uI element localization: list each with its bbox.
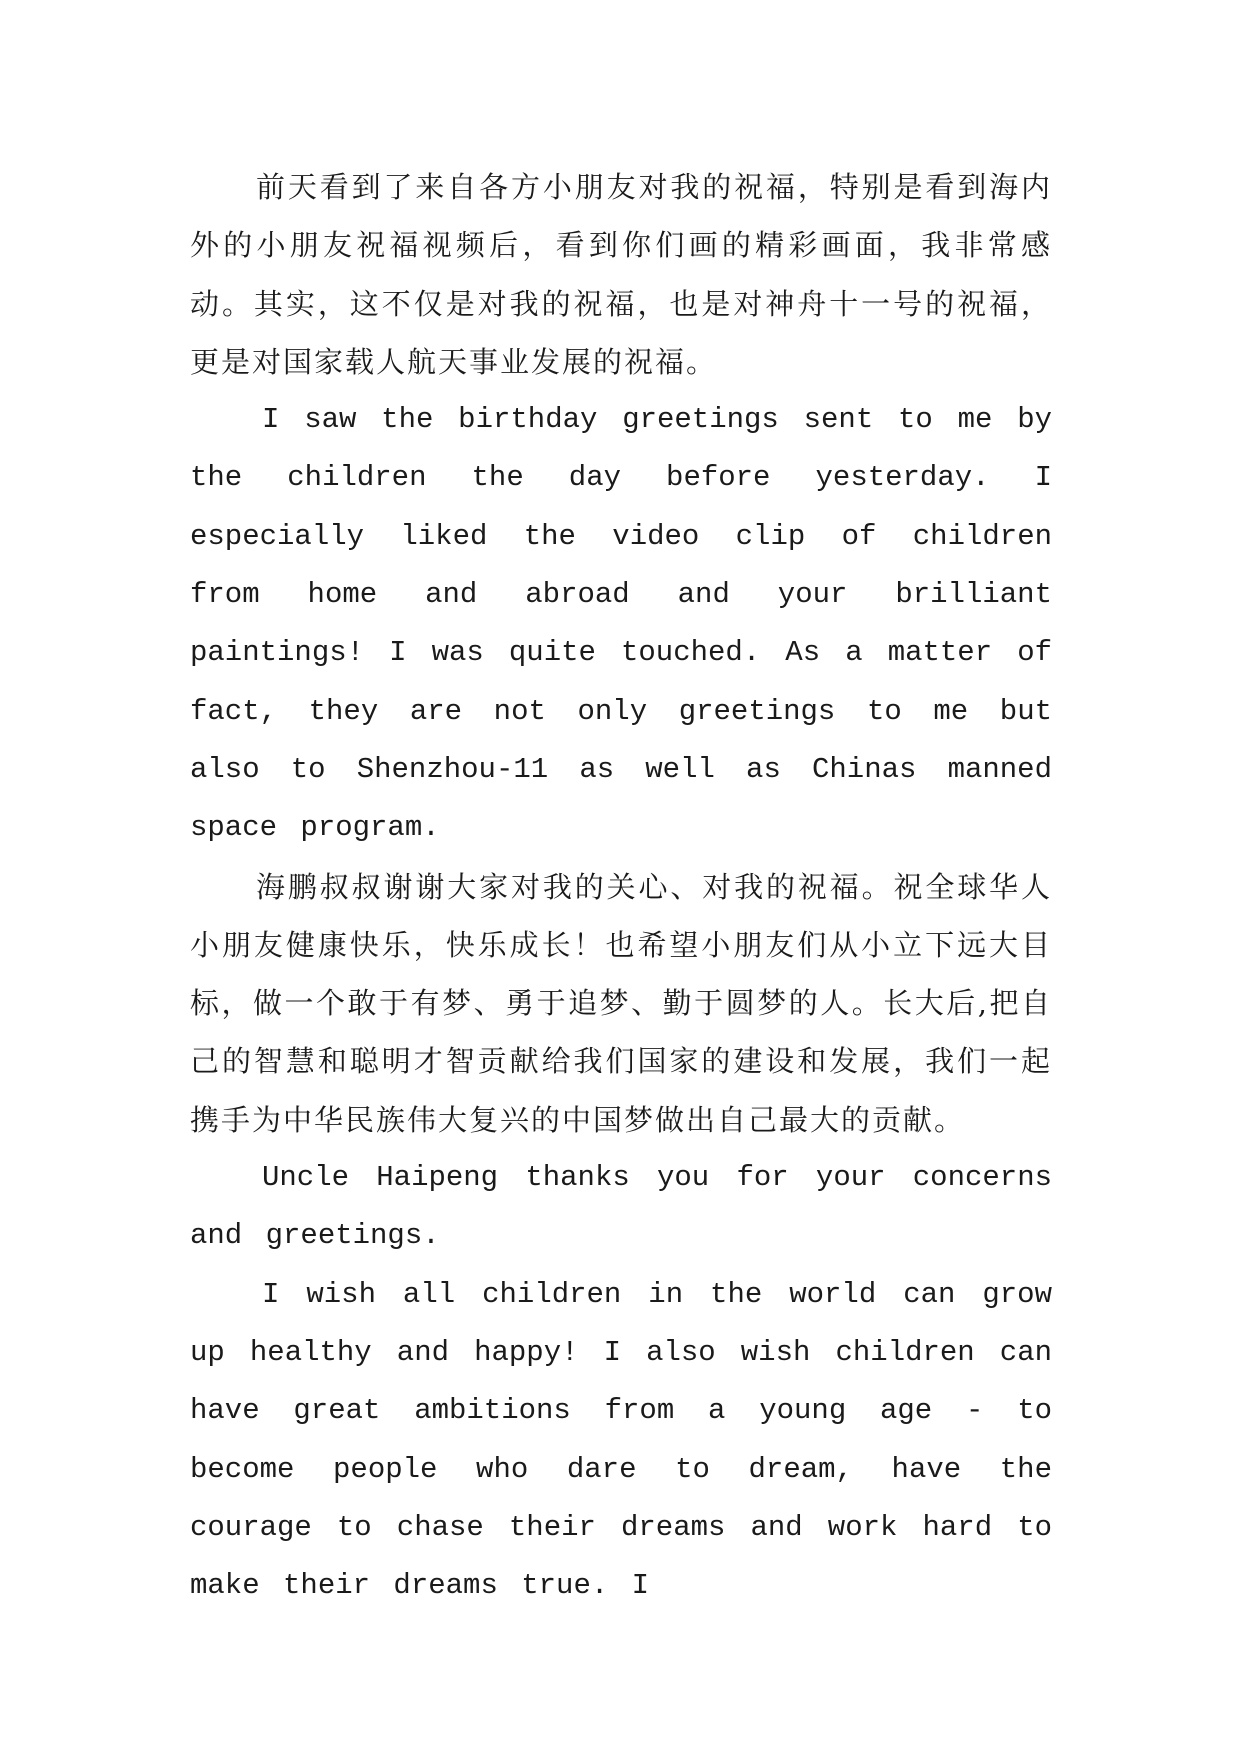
paragraph-chinese-greetings: 前天看到了来自各方小朋友对我的祝福，特别是看到海内外的小朋友祝福视频后，看到你们画的精彩画面，我非常感动。其实，这不仅是对我的祝福，也是对神舟十一号的祝福，更是对国家载人航天事业发展的祝福。 [190, 170, 1052, 379]
paragraph-english-thanks: Uncle Haipeng thanks you for your concerns and greetings. [190, 1161, 1052, 1253]
paragraph-english-wishes: I wish all children in the world can grow up healthy and happy! I also wish children can have great ambitions from a young age - to become people who dare to dream, have the courage to chase their dreams and work hard to make their dreams true. I [190, 1277, 1052, 1603]
body-text [190, 158, 1052, 1615]
paragraph-english-greetings: I saw the birthday greetings sent to me by the children the day before yesterday. I especially liked the video clip of children from home and abroad and your brilliant paintings! I was quite touched. As a matter of fact, they are not only greetings to me but also to Shenzhou-11 as well as Chinas manned space program. [190, 403, 1052, 845]
paragraph-chinese-wishes: 海鹏叔叔谢谢大家对我的关心、对我的祝福。祝全球华人小朋友健康快乐，快乐成长！也希望小朋友们从小立下远大目标，做一个敢于有梦、勇于追梦、勤于圆梦的人。长大后,把自己的智慧和聪明才智贡献给我们国家的建设和发展，我们一起携手为中华民族伟大复兴的中国梦做出自己最大的贡献。 [190, 869, 1052, 1137]
